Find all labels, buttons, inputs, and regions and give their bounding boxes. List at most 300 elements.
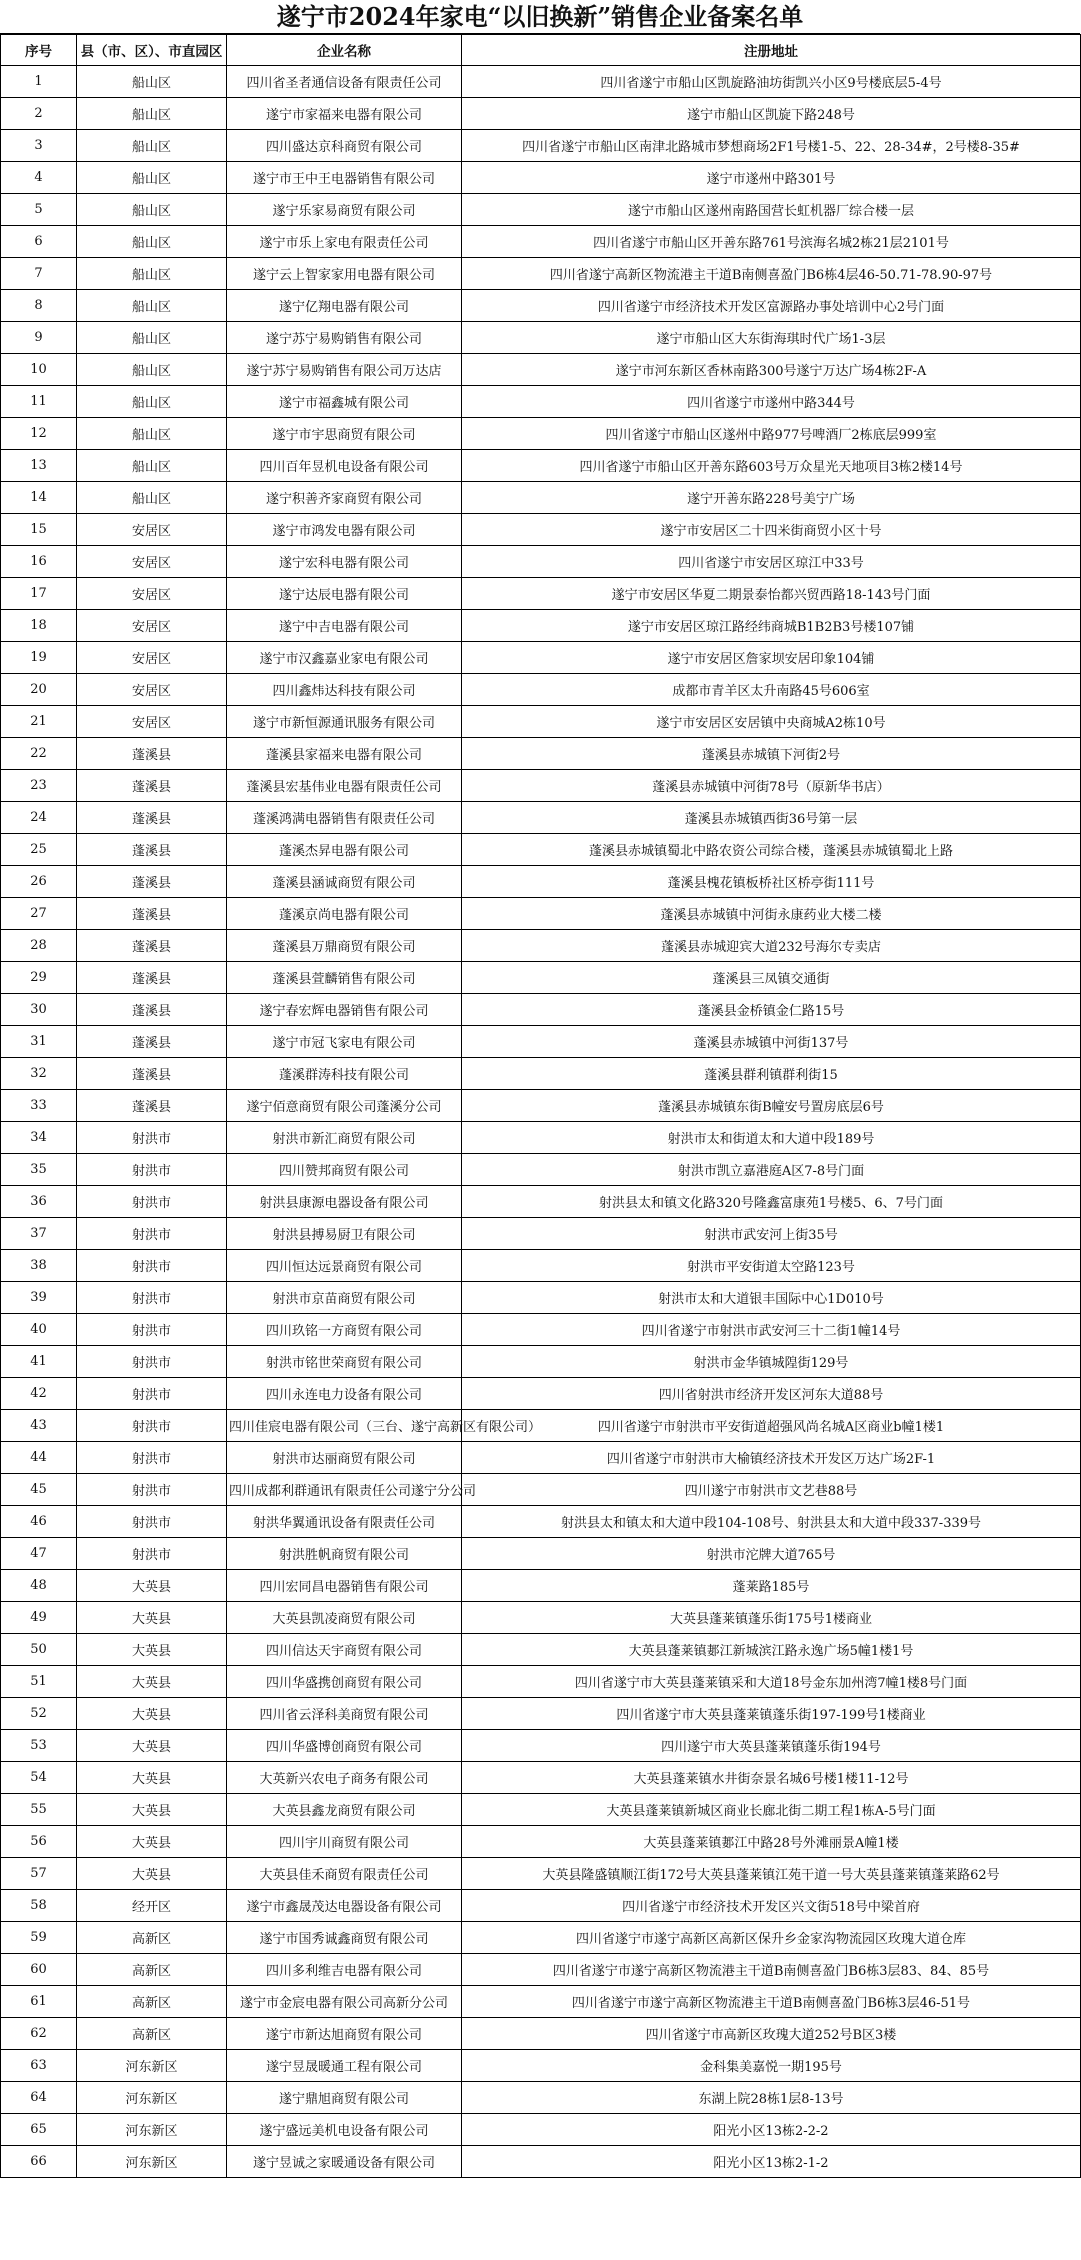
cell-district: 船山区 xyxy=(77,162,227,194)
cell-index: 47 xyxy=(1,1538,77,1570)
cell-district: 蓬溪县 xyxy=(77,994,227,1026)
table-row xyxy=(1,706,1081,738)
cell-district: 大英县 xyxy=(77,1826,227,1858)
cell-index: 35 xyxy=(1,1154,77,1186)
cell-index: 2 xyxy=(1,98,77,130)
cell-index: 40 xyxy=(1,1314,77,1346)
table-row xyxy=(1,1922,1081,1954)
cell-district: 安居区 xyxy=(77,610,227,642)
table-row xyxy=(1,2018,1081,2050)
cell-address: 射洪县太和镇太和大道中段104-108号、射洪县太和大道中段337-339号 xyxy=(462,1506,1081,1538)
cell-district: 河东新区 xyxy=(77,2050,227,2082)
cell-company: 四川盛达京科商贸有限公司 xyxy=(227,130,462,162)
table-row xyxy=(1,1282,1081,1314)
cell-district: 射洪市 xyxy=(77,1442,227,1474)
cell-company: 蓬溪京尚电器有限公司 xyxy=(227,898,462,930)
cell-address: 遂宁市河东新区香林南路300号遂宁万达广场4栋2F-A xyxy=(462,354,1081,386)
cell-address: 四川遂宁市射洪市文艺巷88号 xyxy=(462,1474,1081,1506)
cell-address: 大英县蓬莱镇蓬乐街175号1楼商业 xyxy=(462,1602,1081,1634)
cell-index: 57 xyxy=(1,1858,77,1890)
table-row xyxy=(1,418,1081,450)
cell-district: 船山区 xyxy=(77,66,227,98)
cell-district: 船山区 xyxy=(77,322,227,354)
cell-company: 四川省圣者通信设备有限责任公司 xyxy=(227,66,462,98)
cell-index: 52 xyxy=(1,1698,77,1730)
table-row xyxy=(1,1506,1081,1538)
cell-address: 四川省遂宁市安居区琼江中33号 xyxy=(462,546,1081,578)
cell-index: 60 xyxy=(1,1954,77,1986)
cell-index: 15 xyxy=(1,514,77,546)
table-row xyxy=(1,1954,1081,1986)
table-row xyxy=(1,258,1081,290)
cell-index: 50 xyxy=(1,1634,77,1666)
cell-address: 四川省遂宁市大英县蓬莱镇采和大道18号金东加州湾7幢1楼8号门面 xyxy=(462,1666,1081,1698)
table-row xyxy=(1,834,1081,866)
cell-address: 四川省遂宁市船山区南津北路城市梦想商场2F1号楼1-5、22、28-34#，2号楼8-35# xyxy=(462,130,1081,162)
cell-company: 四川鑫炜达科技有限公司 xyxy=(227,674,462,706)
cell-company: 遂宁春宏辉电器销售有限公司 xyxy=(227,994,462,1026)
header-address: 注册地址 xyxy=(462,35,1081,66)
cell-index: 16 xyxy=(1,546,77,578)
cell-district: 经开区 xyxy=(77,1890,227,1922)
cell-district: 船山区 xyxy=(77,258,227,290)
cell-district: 船山区 xyxy=(77,354,227,386)
cell-district: 射洪市 xyxy=(77,1538,227,1570)
table-row xyxy=(1,386,1081,418)
cell-district: 高新区 xyxy=(77,1986,227,2018)
cell-company: 遂宁乐家易商贸有限公司 xyxy=(227,194,462,226)
cell-company: 大英县鑫龙商贸有限公司 xyxy=(227,1794,462,1826)
table-row xyxy=(1,450,1081,482)
cell-address: 蓬溪县赤城镇蜀北中路农资公司综合楼，蓬溪县赤城镇蜀北上路 xyxy=(462,834,1081,866)
cell-company: 遂宁昱诚之家暖通设备有限公司 xyxy=(227,2146,462,2178)
cell-company: 遂宁积善齐家商贸有限公司 xyxy=(227,482,462,514)
cell-district: 河东新区 xyxy=(77,2114,227,2146)
cell-index: 4 xyxy=(1,162,77,194)
table-row xyxy=(1,1634,1081,1666)
table-row xyxy=(1,2082,1081,2114)
cell-address: 金科集美嘉悦一期195号 xyxy=(462,2050,1081,2082)
cell-index: 14 xyxy=(1,482,77,514)
table-row xyxy=(1,1666,1081,1698)
cell-address: 蓬溪县赤城镇下河街2号 xyxy=(462,738,1081,770)
cell-index: 56 xyxy=(1,1826,77,1858)
cell-company: 遂宁宏科电器有限公司 xyxy=(227,546,462,578)
cell-company: 遂宁市金宸电器有限公司高新分公司 xyxy=(227,1986,462,2018)
cell-address: 蓬溪县赤城镇中河街137号 xyxy=(462,1026,1081,1058)
cell-district: 大英县 xyxy=(77,1570,227,1602)
cell-address: 大英县蓬莱镇水井街奈景名城6号楼1楼11-12号 xyxy=(462,1762,1081,1794)
cell-district: 射洪市 xyxy=(77,1314,227,1346)
cell-index: 31 xyxy=(1,1026,77,1058)
cell-address: 遂宁市船山区遂州南路国营长虹机器厂综合楼一层 xyxy=(462,194,1081,226)
cell-index: 41 xyxy=(1,1346,77,1378)
cell-address: 蓬溪县赤城镇东街B幢安号置房底层6号 xyxy=(462,1090,1081,1122)
cell-district: 船山区 xyxy=(77,386,227,418)
cell-district: 船山区 xyxy=(77,98,227,130)
table-row xyxy=(1,1250,1081,1282)
cell-index: 20 xyxy=(1,674,77,706)
cell-index: 25 xyxy=(1,834,77,866)
cell-index: 12 xyxy=(1,418,77,450)
cell-company: 四川宏同昌电器销售有限公司 xyxy=(227,1570,462,1602)
table-row xyxy=(1,738,1081,770)
cell-district: 大英县 xyxy=(77,1762,227,1794)
cell-company: 遂宁市家福来电器有限公司 xyxy=(227,98,462,130)
cell-district: 安居区 xyxy=(77,514,227,546)
table-row xyxy=(1,1474,1081,1506)
cell-district: 射洪市 xyxy=(77,1474,227,1506)
cell-index: 18 xyxy=(1,610,77,642)
table-row xyxy=(1,962,1081,994)
cell-district: 安居区 xyxy=(77,706,227,738)
cell-address: 遂宁市安居区华夏二期景泰怡都兴贸西路18-143号门面 xyxy=(462,578,1081,610)
cell-company: 四川百年昱机电设备有限公司 xyxy=(227,450,462,482)
cell-address: 四川省遂宁市射洪市大榆镇经济技术开发区万达广场2F-1 xyxy=(462,1442,1081,1474)
cell-address: 四川省遂宁高新区物流港主干道B南侧喜盈门B6栋4层46-50.71-78.90-97号 xyxy=(462,258,1081,290)
cell-company: 射洪市京苗商贸有限公司 xyxy=(227,1282,462,1314)
cell-district: 高新区 xyxy=(77,1922,227,1954)
cell-district: 蓬溪县 xyxy=(77,834,227,866)
cell-index: 23 xyxy=(1,770,77,802)
cell-district: 大英县 xyxy=(77,1858,227,1890)
cell-address: 成都市青羊区太升南路45号606室 xyxy=(462,674,1081,706)
table-row xyxy=(1,162,1081,194)
cell-district: 船山区 xyxy=(77,418,227,450)
cell-index: 13 xyxy=(1,450,77,482)
table-row xyxy=(1,1858,1081,1890)
cell-index: 9 xyxy=(1,322,77,354)
cell-district: 蓬溪县 xyxy=(77,962,227,994)
cell-company: 射洪县康源电器设备有限公司 xyxy=(227,1186,462,1218)
cell-index: 55 xyxy=(1,1794,77,1826)
cell-index: 48 xyxy=(1,1570,77,1602)
cell-address: 蓬溪县三凤镇交通街 xyxy=(462,962,1081,994)
cell-district: 船山区 xyxy=(77,130,227,162)
cell-district: 射洪市 xyxy=(77,1506,227,1538)
table-row xyxy=(1,1410,1081,1442)
cell-district: 射洪市 xyxy=(77,1410,227,1442)
cell-address: 四川省遂宁市高新区玫瑰大道252号B区3楼 xyxy=(462,2018,1081,2050)
header-district: 县（市、区）、市直园区 xyxy=(77,35,227,66)
cell-address: 遂宁开善东路228号美宁广场 xyxy=(462,482,1081,514)
table-row xyxy=(1,674,1081,706)
table-row xyxy=(1,1186,1081,1218)
cell-address: 蓬溪县赤城镇中河街永康药业大楼二楼 xyxy=(462,898,1081,930)
cell-district: 船山区 xyxy=(77,226,227,258)
cell-district: 蓬溪县 xyxy=(77,866,227,898)
cell-address: 射洪市太和街道太和大道中段189号 xyxy=(462,1122,1081,1154)
cell-index: 24 xyxy=(1,802,77,834)
cell-company: 蓬溪县宏基伟业电器有限责任公司 xyxy=(227,770,462,802)
cell-index: 27 xyxy=(1,898,77,930)
cell-company: 遂宁云上智家家用电器有限公司 xyxy=(227,258,462,290)
cell-index: 63 xyxy=(1,2050,77,2082)
cell-company: 遂宁鼎旭商贸有限公司 xyxy=(227,2082,462,2114)
cell-address: 阳光小区13栋2-2-2 xyxy=(462,2114,1081,2146)
cell-address: 四川省遂宁市遂州中路344号 xyxy=(462,386,1081,418)
cell-address: 四川省射洪市经济开发区河东大道88号 xyxy=(462,1378,1081,1410)
cell-index: 38 xyxy=(1,1250,77,1282)
table-row xyxy=(1,1218,1081,1250)
table-row xyxy=(1,1794,1081,1826)
cell-address: 蓬溪县金桥镇金仁路15号 xyxy=(462,994,1081,1026)
cell-index: 5 xyxy=(1,194,77,226)
table-row xyxy=(1,226,1081,258)
cell-company: 蓬溪县涵诚商贸有限公司 xyxy=(227,866,462,898)
cell-company: 遂宁市福鑫城有限公司 xyxy=(227,386,462,418)
cell-company: 射洪市达丽商贸有限公司 xyxy=(227,1442,462,1474)
table-row xyxy=(1,642,1081,674)
table-row xyxy=(1,770,1081,802)
header-company: 企业名称 xyxy=(227,35,462,66)
cell-district: 蓬溪县 xyxy=(77,1058,227,1090)
cell-index: 11 xyxy=(1,386,77,418)
cell-company: 四川信达天宇商贸有限公司 xyxy=(227,1634,462,1666)
table-row xyxy=(1,1378,1081,1410)
cell-company: 四川佳宸电器有限公司（三台、遂宁高新区有限公司） xyxy=(227,1410,462,1442)
cell-index: 29 xyxy=(1,962,77,994)
cell-index: 10 xyxy=(1,354,77,386)
table-row xyxy=(1,1570,1081,1602)
cell-address: 蓬溪县赤城镇西街36号第一层 xyxy=(462,802,1081,834)
cell-company: 遂宁市新达旭商贸有限公司 xyxy=(227,2018,462,2050)
cell-company: 遂宁市王中王电器销售有限公司 xyxy=(227,162,462,194)
cell-district: 蓬溪县 xyxy=(77,1090,227,1122)
cell-district: 射洪市 xyxy=(77,1250,227,1282)
cell-district: 大英县 xyxy=(77,1634,227,1666)
table-row xyxy=(1,1314,1081,1346)
cell-address: 射洪市太和大道银丰国际中心1D010号 xyxy=(462,1282,1081,1314)
cell-address: 遂宁市船山区凯旋下路248号 xyxy=(462,98,1081,130)
cell-address: 射洪县太和镇文化路320号隆鑫富康苑1号楼5、6、7号门面 xyxy=(462,1186,1081,1218)
table-row xyxy=(1,1154,1081,1186)
table-row xyxy=(1,866,1081,898)
cell-district: 高新区 xyxy=(77,1954,227,1986)
cell-address: 遂宁市安居区安居镇中央商城A2栋10号 xyxy=(462,706,1081,738)
cell-company: 射洪胜帆商贸有限公司 xyxy=(227,1538,462,1570)
cell-index: 46 xyxy=(1,1506,77,1538)
cell-index: 34 xyxy=(1,1122,77,1154)
cell-company: 四川赞邦商贸有限公司 xyxy=(227,1154,462,1186)
cell-address: 四川省遂宁市射洪市平安街道超强风尚名城A区商业b幢1楼1 xyxy=(462,1410,1081,1442)
cell-address: 蓬溪县槐花镇板桥社区桥亭街111号 xyxy=(462,866,1081,898)
cell-address: 四川省遂宁市船山区遂州中路977号啤酒厂2栋底层999室 xyxy=(462,418,1081,450)
cell-index: 45 xyxy=(1,1474,77,1506)
cell-company: 射洪市铭世荣商贸有限公司 xyxy=(227,1346,462,1378)
cell-index: 58 xyxy=(1,1890,77,1922)
cell-address: 大英县蓬莱镇新城区商业长廊北街二期工程1栋A-5号门面 xyxy=(462,1794,1081,1826)
table-row xyxy=(1,66,1081,98)
cell-address: 遂宁市船山区大东街海琪时代广场1-3层 xyxy=(462,322,1081,354)
table-row xyxy=(1,1090,1081,1122)
cell-company: 蓬溪群涛科技有限公司 xyxy=(227,1058,462,1090)
cell-company: 遂宁达辰电器有限公司 xyxy=(227,578,462,610)
table-row xyxy=(1,994,1081,1026)
cell-index: 33 xyxy=(1,1090,77,1122)
cell-index: 8 xyxy=(1,290,77,322)
cell-district: 大英县 xyxy=(77,1730,227,1762)
cell-district: 蓬溪县 xyxy=(77,930,227,962)
cell-index: 65 xyxy=(1,2114,77,2146)
cell-company: 蓬溪鸿满电器销售有限责任公司 xyxy=(227,802,462,834)
cell-district: 蓬溪县 xyxy=(77,738,227,770)
table-row xyxy=(1,1058,1081,1090)
cell-index: 17 xyxy=(1,578,77,610)
cell-address: 遂宁市安居区詹家坝安居印象104铺 xyxy=(462,642,1081,674)
cell-index: 54 xyxy=(1,1762,77,1794)
cell-index: 51 xyxy=(1,1666,77,1698)
cell-address: 大英县蓬莱镇郪江中路28号外滩丽景A幢1楼 xyxy=(462,1826,1081,1858)
cell-address: 射洪市凯立嘉港庭A区7-8号门面 xyxy=(462,1154,1081,1186)
cell-index: 37 xyxy=(1,1218,77,1250)
cell-address: 大英县蓬莱镇郪江新城滨江路永逸广场5幢1楼1号 xyxy=(462,1634,1081,1666)
table-row xyxy=(1,1026,1081,1058)
table-row xyxy=(1,514,1081,546)
cell-index: 44 xyxy=(1,1442,77,1474)
table-row xyxy=(1,482,1081,514)
cell-company: 遂宁市国秀诚鑫商贸有限公司 xyxy=(227,1922,462,1954)
table-row xyxy=(1,1730,1081,1762)
cell-district: 蓬溪县 xyxy=(77,770,227,802)
company-table xyxy=(0,34,1081,2178)
table-row xyxy=(1,1602,1081,1634)
cell-address: 四川省遂宁市船山区开善东路761号滨海名城2栋21层2101号 xyxy=(462,226,1081,258)
cell-company: 射洪华翼通讯设备有限责任公司 xyxy=(227,1506,462,1538)
table-row xyxy=(1,290,1081,322)
table-row xyxy=(1,2050,1081,2082)
table-row xyxy=(1,2114,1081,2146)
cell-company: 射洪县搏易厨卫有限公司 xyxy=(227,1218,462,1250)
header-index: 序号 xyxy=(1,35,77,66)
cell-address: 东湖上院28栋1层8-13号 xyxy=(462,2082,1081,2114)
cell-district: 射洪市 xyxy=(77,1346,227,1378)
cell-district: 大英县 xyxy=(77,1666,227,1698)
cell-company: 遂宁市新恒源通讯服务有限公司 xyxy=(227,706,462,738)
table-row xyxy=(1,322,1081,354)
cell-district: 安居区 xyxy=(77,578,227,610)
cell-company: 遂宁市鸿发电器有限公司 xyxy=(227,514,462,546)
cell-address: 阳光小区13栋2-1-2 xyxy=(462,2146,1081,2178)
cell-district: 蓬溪县 xyxy=(77,802,227,834)
cell-company: 蓬溪县万鼎商贸有限公司 xyxy=(227,930,462,962)
cell-index: 53 xyxy=(1,1730,77,1762)
cell-address: 大英县隆盛镇顺江街172号大英县蓬莱镇江苑干道一号大英县蓬莱镇蓬莱路62号 xyxy=(462,1858,1081,1890)
cell-index: 28 xyxy=(1,930,77,962)
table-row xyxy=(1,802,1081,834)
cell-district: 蓬溪县 xyxy=(77,1026,227,1058)
cell-address: 四川省遂宁市遂宁高新区物流港主干道B南侧喜盈门B6栋3层46-51号 xyxy=(462,1986,1081,2018)
table-row xyxy=(1,1346,1081,1378)
cell-company: 射洪市新汇商贸有限公司 xyxy=(227,1122,462,1154)
table-row xyxy=(1,130,1081,162)
page-title: 遂宁市2024年家电“以旧换新”销售企业备案名单 xyxy=(0,0,1080,34)
cell-district: 蓬溪县 xyxy=(77,898,227,930)
cell-index: 22 xyxy=(1,738,77,770)
cell-district: 大英县 xyxy=(77,1602,227,1634)
cell-address: 遂宁市安居区二十四米街商贸小区十号 xyxy=(462,514,1081,546)
cell-index: 21 xyxy=(1,706,77,738)
cell-company: 大英县凯凌商贸有限公司 xyxy=(227,1602,462,1634)
cell-company: 蓬溪杰昇电器有限公司 xyxy=(227,834,462,866)
cell-company: 大英县佳禾商贸有限责任公司 xyxy=(227,1858,462,1890)
cell-address: 蓬溪县赤城迎宾大道232号海尔专卖店 xyxy=(462,930,1081,962)
cell-address: 四川省遂宁市遂宁高新区高新区保升乡金家沟物流园区玫瑰大道仓库 xyxy=(462,1922,1081,1954)
cell-address: 四川省遂宁市船山区凯旋路油坊街凯兴小区9号楼底层5-4号 xyxy=(462,66,1081,98)
cell-district: 大英县 xyxy=(77,1698,227,1730)
cell-company: 遂宁盛远美机电设备有限公司 xyxy=(227,2114,462,2146)
cell-company: 遂宁市汉鑫嘉业家电有限公司 xyxy=(227,642,462,674)
cell-company: 遂宁中吉电器有限公司 xyxy=(227,610,462,642)
cell-index: 59 xyxy=(1,1922,77,1954)
cell-company: 四川恒达远景商贸有限公司 xyxy=(227,1250,462,1282)
table-row xyxy=(1,1890,1081,1922)
cell-district: 安居区 xyxy=(77,642,227,674)
cell-district: 高新区 xyxy=(77,2018,227,2050)
cell-company: 四川多利维吉电器有限公司 xyxy=(227,1954,462,1986)
cell-company: 四川华盛携创商贸有限公司 xyxy=(227,1666,462,1698)
cell-company: 四川宇川商贸有限公司 xyxy=(227,1826,462,1858)
cell-district: 船山区 xyxy=(77,482,227,514)
cell-address: 射洪市金华镇城隍街129号 xyxy=(462,1346,1081,1378)
cell-district: 船山区 xyxy=(77,194,227,226)
table-row xyxy=(1,1826,1081,1858)
cell-company: 四川成都利群通讯有限责任公司遂宁分公司 xyxy=(227,1474,462,1506)
cell-company: 四川华盛博创商贸有限公司 xyxy=(227,1730,462,1762)
cell-address: 四川省遂宁市船山区开善东路603号万众星光天地项目3栋2楼14号 xyxy=(462,450,1081,482)
cell-address: 射洪市武安河上街35号 xyxy=(462,1218,1081,1250)
table-row xyxy=(1,1698,1081,1730)
cell-index: 42 xyxy=(1,1378,77,1410)
cell-company: 遂宁佰意商贸有限公司蓬溪分公司 xyxy=(227,1090,462,1122)
cell-address: 四川省遂宁市大英县蓬莱镇蓬乐街197-199号1楼商业 xyxy=(462,1698,1081,1730)
cell-district: 射洪市 xyxy=(77,1282,227,1314)
cell-address: 四川遂宁市大英县蓬莱镇蓬乐街194号 xyxy=(462,1730,1081,1762)
cell-district: 射洪市 xyxy=(77,1154,227,1186)
cell-district: 安居区 xyxy=(77,674,227,706)
cell-address: 蓬溪县群利镇群利街15 xyxy=(462,1058,1081,1090)
table-row xyxy=(1,194,1081,226)
table-row xyxy=(1,1122,1081,1154)
cell-company: 蓬溪县萱麟销售有限公司 xyxy=(227,962,462,994)
cell-address: 四川省遂宁市经济技术开发区兴文街518号中梁首府 xyxy=(462,1890,1081,1922)
cell-index: 1 xyxy=(1,66,77,98)
cell-district: 河东新区 xyxy=(77,2082,227,2114)
cell-company: 遂宁市冠飞家电有限公司 xyxy=(227,1026,462,1058)
cell-district: 船山区 xyxy=(77,290,227,322)
cell-index: 7 xyxy=(1,258,77,290)
cell-index: 32 xyxy=(1,1058,77,1090)
table-row xyxy=(1,98,1081,130)
cell-index: 43 xyxy=(1,1410,77,1442)
cell-company: 遂宁亿翔电器有限公司 xyxy=(227,290,462,322)
cell-index: 49 xyxy=(1,1602,77,1634)
cell-index: 30 xyxy=(1,994,77,1026)
table-row xyxy=(1,1442,1081,1474)
cell-address: 四川省遂宁市遂宁高新区物流港主干道B南侧喜盈门B6栋3层83、84、85号 xyxy=(462,1954,1081,1986)
cell-company: 遂宁市宇思商贸有限公司 xyxy=(227,418,462,450)
cell-company: 蓬溪县家福来电器有限公司 xyxy=(227,738,462,770)
cell-index: 64 xyxy=(1,2082,77,2114)
cell-index: 3 xyxy=(1,130,77,162)
cell-district: 射洪市 xyxy=(77,1378,227,1410)
cell-district: 河东新区 xyxy=(77,2146,227,2178)
cell-address: 四川省遂宁市经济技术开发区富源路办事处培训中心2号门面 xyxy=(462,290,1081,322)
cell-district: 射洪市 xyxy=(77,1186,227,1218)
cell-address: 蓬莱路185号 xyxy=(462,1570,1081,1602)
cell-district: 射洪市 xyxy=(77,1218,227,1250)
cell-company: 遂宁苏宁易购销售有限公司万达店 xyxy=(227,354,462,386)
